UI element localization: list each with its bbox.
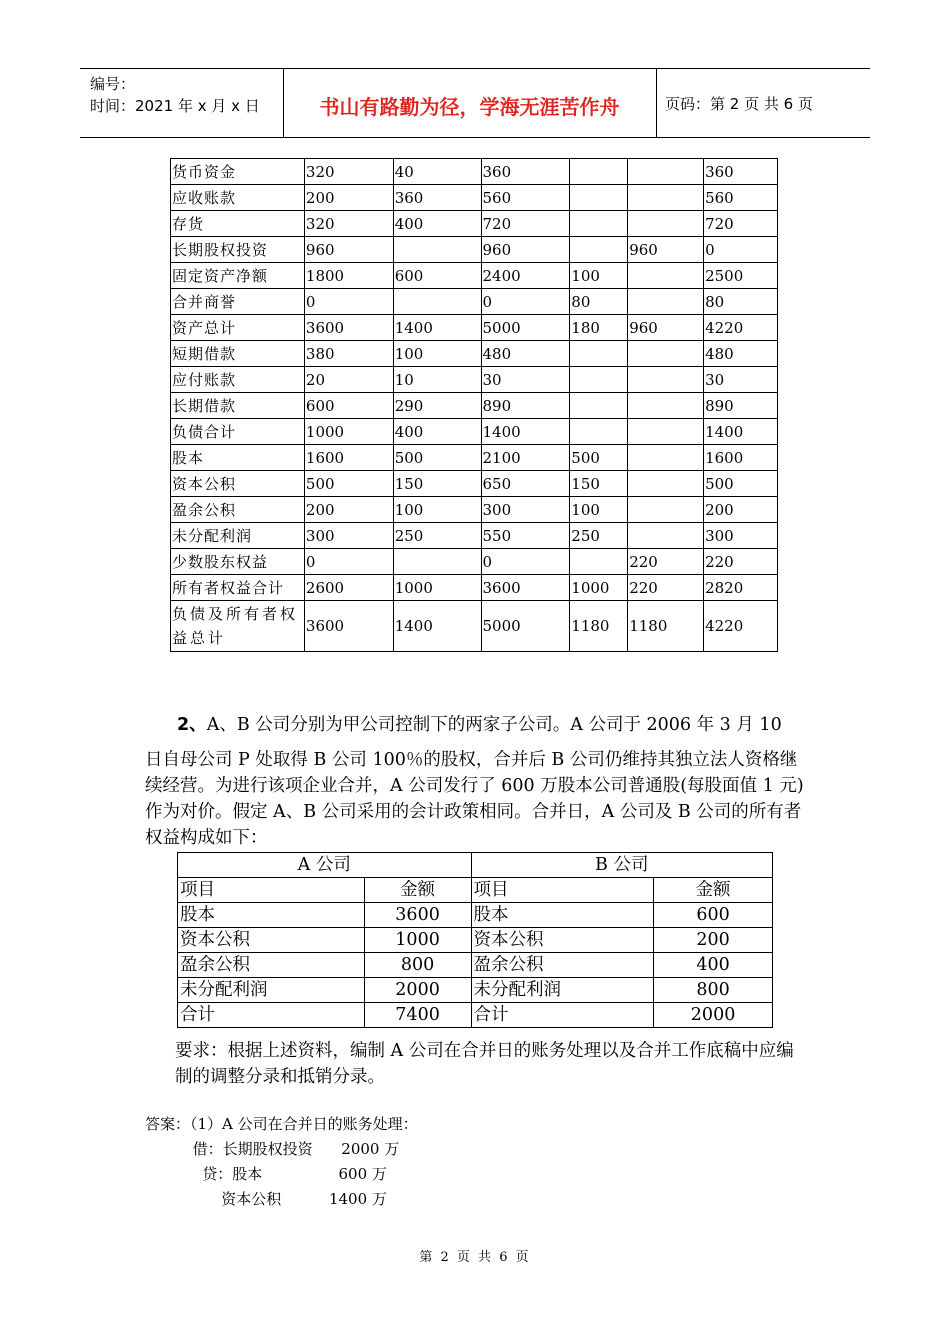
question-paragraph	[145, 712, 810, 851]
table-row	[178, 903, 773, 928]
table-cell: 960	[628, 237, 704, 263]
table-cell: 200	[304, 497, 393, 523]
amount-cell: 2000	[364, 978, 471, 1003]
table-cell: 100	[393, 497, 481, 523]
table-cell: 720	[704, 211, 778, 237]
table-row	[171, 393, 778, 419]
table-cell	[628, 341, 704, 367]
table-cell: 890	[704, 393, 778, 419]
table-subheader-row	[178, 878, 773, 903]
answer-line: 资本公积 1400 万	[145, 1190, 387, 1208]
table-cell	[628, 185, 704, 211]
row-label: 货币资金	[171, 159, 305, 185]
table-cell: 3600	[304, 315, 393, 341]
table-row	[171, 575, 778, 601]
table-row	[171, 367, 778, 393]
table-cell: 1180	[628, 601, 704, 652]
table-cell: 600	[304, 393, 393, 419]
table-cell: 1400	[704, 419, 778, 445]
table-cell	[570, 393, 628, 419]
table-cell: 480	[481, 341, 570, 367]
answer-line: 贷：股本 600 万	[145, 1165, 387, 1183]
table-cell: 3600	[304, 601, 393, 652]
table-cell: 5000	[481, 315, 570, 341]
table-cell: 220	[628, 575, 704, 601]
table-cell: 960	[304, 237, 393, 263]
header-motto: 书山有路勤为径，学海无涯苦作舟	[319, 95, 620, 119]
company-a-header: A 公司	[178, 853, 472, 878]
table-cell: 300	[304, 523, 393, 549]
header-page-info: 页码：第 2 页 共 6 页	[665, 95, 813, 113]
amount-cell: 2000	[654, 1003, 773, 1028]
table-row	[171, 159, 778, 185]
table-row	[178, 928, 773, 953]
table-cell	[628, 263, 704, 289]
item-cell: 合计	[178, 1003, 365, 1028]
table-cell	[393, 289, 481, 315]
table-cell: 380	[304, 341, 393, 367]
company-b-header: B 公司	[471, 853, 773, 878]
answer-line: 借：长期股权投资 2000 万	[145, 1140, 400, 1158]
table-row	[171, 497, 778, 523]
answer-line: 答案：（1）A 公司在合并日的账务处理：	[145, 1115, 418, 1133]
table-cell: 220	[628, 549, 704, 575]
item-cell: 股本	[178, 903, 365, 928]
table-cell: 890	[481, 393, 570, 419]
item-cell: 未分配利润	[178, 978, 365, 1003]
table-cell: 1000	[570, 575, 628, 601]
table-cell	[628, 211, 704, 237]
col-item-b: 项目	[471, 878, 654, 903]
table-cell	[570, 367, 628, 393]
amount-cell: 800	[364, 953, 471, 978]
table-cell: 360	[704, 159, 778, 185]
page-footer: 第 2 页 共 6 页	[419, 1250, 531, 1265]
table-cell: 100	[570, 497, 628, 523]
table-header-row	[178, 853, 773, 878]
row-label: 应收账款	[171, 185, 305, 211]
table-cell: 500	[393, 445, 481, 471]
amount-cell: 200	[654, 928, 773, 953]
date-label: 时间：2021 年 x 月 x 日	[90, 97, 260, 115]
table-row	[171, 601, 778, 652]
table-cell: 30	[704, 367, 778, 393]
table-cell: 0	[481, 289, 570, 315]
table-cell: 1400	[393, 601, 481, 652]
table-cell: 2400	[481, 263, 570, 289]
item-cell: 股本	[471, 903, 654, 928]
table-cell: 20	[304, 367, 393, 393]
table-cell: 200	[704, 497, 778, 523]
table-row	[171, 263, 778, 289]
table-row	[171, 237, 778, 263]
table-cell: 560	[704, 185, 778, 211]
row-label: 短期借款	[171, 341, 305, 367]
table-cell: 480	[704, 341, 778, 367]
table-cell: 400	[393, 211, 481, 237]
table-cell: 40	[393, 159, 481, 185]
row-label: 所有者权益合计	[171, 575, 305, 601]
table-cell: 10	[393, 367, 481, 393]
table-row	[171, 341, 778, 367]
col-amount-b: 金额	[654, 878, 773, 903]
amount-cell: 3600	[364, 903, 471, 928]
table-cell: 4220	[704, 601, 778, 652]
table-cell: 80	[570, 289, 628, 315]
table-cell	[570, 237, 628, 263]
row-label: 未分配利润	[171, 523, 305, 549]
table-cell: 100	[570, 263, 628, 289]
table-row	[171, 523, 778, 549]
table-cell: 250	[570, 523, 628, 549]
table-cell: 0	[481, 549, 570, 575]
table-row	[171, 211, 778, 237]
row-label: 盈余公积	[171, 497, 305, 523]
table-cell: 150	[570, 471, 628, 497]
table-row	[171, 185, 778, 211]
item-cell: 盈余公积	[178, 953, 365, 978]
col-amount-a: 金额	[364, 878, 471, 903]
row-label: 负债及所有者权益总计	[171, 601, 305, 652]
table-cell: 200	[304, 185, 393, 211]
table-cell: 1800	[304, 263, 393, 289]
col-item-a: 项目	[178, 878, 365, 903]
table-cell	[628, 367, 704, 393]
item-cell: 合计	[471, 1003, 654, 1028]
table-cell: 250	[393, 523, 481, 549]
item-cell: 资本公积	[471, 928, 654, 953]
table-cell: 960	[628, 315, 704, 341]
table-cell: 500	[570, 445, 628, 471]
table-cell	[628, 497, 704, 523]
table-row	[171, 289, 778, 315]
table-cell	[628, 159, 704, 185]
table-cell	[628, 289, 704, 315]
table1-body	[171, 159, 778, 652]
table-cell	[570, 419, 628, 445]
table-cell	[570, 211, 628, 237]
row-label: 固定资产净额	[171, 263, 305, 289]
row-label: 资本公积	[171, 471, 305, 497]
table-cell: 1400	[393, 315, 481, 341]
question-line1: A、B 公司分别为甲公司控制下的两家子公司。A 公司于 2006 年 3 月 10	[206, 715, 782, 735]
table-cell: 0	[304, 289, 393, 315]
table-row	[171, 471, 778, 497]
item-cell: 盈余公积	[471, 953, 654, 978]
header-divider	[656, 69, 657, 137]
table-cell: 0	[704, 237, 778, 263]
table-cell: 360	[481, 159, 570, 185]
table-cell: 300	[704, 523, 778, 549]
table-cell: 320	[304, 159, 393, 185]
header-left	[90, 73, 260, 117]
amount-cell: 800	[654, 978, 773, 1003]
table-cell: 550	[481, 523, 570, 549]
table-cell: 320	[304, 211, 393, 237]
consolidated-balance-table	[170, 158, 778, 652]
table-cell	[628, 523, 704, 549]
table-cell	[628, 445, 704, 471]
table-cell: 4220	[704, 315, 778, 341]
table-row	[178, 978, 773, 1003]
row-label: 少数股东权益	[171, 549, 305, 575]
requirement-line: 要求：根据上述资料，编制 A 公司在合并日的账务处理以及合并工作底稿中应编制的调整分录和抵销分录。	[175, 1041, 794, 1087]
table-cell	[393, 549, 481, 575]
table-row	[171, 315, 778, 341]
table-row	[178, 1003, 773, 1028]
table-cell: 1180	[570, 601, 628, 652]
amount-cell: 1000	[364, 928, 471, 953]
item-cell: 资本公积	[178, 928, 365, 953]
table-cell	[570, 341, 628, 367]
table-cell: 960	[481, 237, 570, 263]
table-cell: 220	[704, 549, 778, 575]
table-row	[171, 419, 778, 445]
table-cell: 500	[704, 471, 778, 497]
table-cell	[570, 185, 628, 211]
table-cell: 1000	[393, 575, 481, 601]
question-line2: 日自母公司 P 处取得 B 公司 100％的股权，合并后 B 公司仍维持其独立法人资格继续经营。为进行该项企业合并，A 公司发行了 600 万股本公司普通股(每股面值 1 元)作为对价。假定 A、B 公司采用的会计政策相同。合并日，A 公司及 B 公司的所有者权益构成如下：	[145, 750, 804, 848]
row-label: 负债合计	[171, 419, 305, 445]
table-cell: 1600	[704, 445, 778, 471]
table-cell: 650	[481, 471, 570, 497]
row-label: 应付账款	[171, 367, 305, 393]
table-row	[171, 445, 778, 471]
table-cell: 150	[393, 471, 481, 497]
table-row	[178, 953, 773, 978]
page-header	[80, 68, 870, 138]
table-cell: 80	[704, 289, 778, 315]
table-cell: 3600	[481, 575, 570, 601]
table-cell: 2600	[304, 575, 393, 601]
row-label: 合并商誉	[171, 289, 305, 315]
table-cell: 2100	[481, 445, 570, 471]
table-cell	[628, 419, 704, 445]
table-cell: 2500	[704, 263, 778, 289]
table-cell: 600	[393, 263, 481, 289]
table-cell: 290	[393, 393, 481, 419]
amount-cell: 7400	[364, 1003, 471, 1028]
amount-cell: 600	[654, 903, 773, 928]
table-cell: 100	[393, 341, 481, 367]
row-label: 资产总计	[171, 315, 305, 341]
table-cell: 5000	[481, 601, 570, 652]
table-cell: 1000	[304, 419, 393, 445]
table-cell: 180	[570, 315, 628, 341]
table-cell	[393, 237, 481, 263]
number-label: 编号：	[90, 75, 136, 93]
row-label: 存货	[171, 211, 305, 237]
item-cell: 未分配利润	[471, 978, 654, 1003]
table-cell	[628, 393, 704, 419]
table-cell: 0	[304, 549, 393, 575]
table-cell: 560	[481, 185, 570, 211]
row-label: 股本	[171, 445, 305, 471]
table-cell: 400	[393, 419, 481, 445]
table-cell: 720	[481, 211, 570, 237]
table-cell	[570, 549, 628, 575]
table-cell: 1600	[304, 445, 393, 471]
table-cell: 500	[304, 471, 393, 497]
table-cell	[628, 471, 704, 497]
table-cell: 2820	[704, 575, 778, 601]
amount-cell: 400	[654, 953, 773, 978]
table-row	[171, 549, 778, 575]
table-cell: 1400	[481, 419, 570, 445]
answer-block	[145, 1112, 418, 1212]
question-number: 2、	[177, 715, 207, 735]
table-cell: 360	[393, 185, 481, 211]
row-label: 长期股权投资	[171, 237, 305, 263]
table-cell	[570, 159, 628, 185]
table-cell: 30	[481, 367, 570, 393]
table2-body	[178, 903, 773, 1028]
equity-composition-table	[177, 852, 773, 1028]
table-cell: 300	[481, 497, 570, 523]
row-label: 长期借款	[171, 393, 305, 419]
requirement-text	[145, 1038, 810, 1090]
